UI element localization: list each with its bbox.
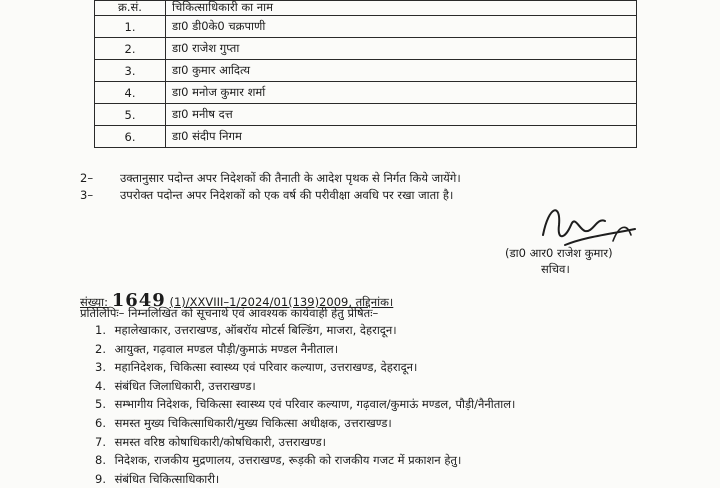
table-row bbox=[95, 16, 637, 38]
list-item bbox=[95, 470, 515, 488]
officers-table bbox=[94, 0, 637, 148]
table-cell-serial: 4. bbox=[95, 82, 166, 104]
list-item-number: 7. bbox=[95, 434, 106, 449]
reference-prefix: संख्या: bbox=[80, 295, 109, 309]
paragraph-text: उक्तानुसार पदोन्त अपर निदेशकों की तैनाती के आदेश पृथक से निर्गत किये जायेंगे। bbox=[120, 171, 461, 185]
list-item-number: 5. bbox=[95, 397, 106, 412]
list-item-number: 9. bbox=[95, 471, 106, 486]
list-item bbox=[95, 340, 515, 359]
table-row bbox=[95, 104, 637, 126]
paragraph-number: 2– bbox=[80, 171, 94, 185]
list-item bbox=[95, 414, 515, 433]
list-item-number: 2. bbox=[95, 341, 106, 356]
list-item-number: 6. bbox=[95, 415, 106, 430]
table-cell-name: डा0 संदीप निगम bbox=[166, 126, 637, 148]
handwritten-number: 1649 bbox=[111, 290, 166, 311]
table-cell-name: डा0 राजेश गुप्ता bbox=[166, 38, 637, 60]
signatory-name: (डा0 आर0 राजेश कुमार) bbox=[505, 246, 613, 260]
table-cell-name: डा0 कुमार आदित्य bbox=[166, 60, 637, 82]
table-row bbox=[95, 60, 637, 82]
table-row bbox=[95, 82, 637, 104]
table-cell-serial: 6. bbox=[95, 126, 166, 148]
table-cell-name: डा0 मनोज कुमार शर्मा bbox=[166, 82, 637, 104]
signatory-designation: सचिव। bbox=[541, 262, 570, 276]
paragraph-number: 3– bbox=[80, 188, 94, 202]
paragraph-2 bbox=[80, 171, 461, 186]
list-item bbox=[95, 377, 515, 396]
list-item-text: आयुक्त, गढ़वाल मण्डल पौड़ी/कुमाऊं मण्डल नैनीताल। bbox=[114, 341, 339, 356]
paragraph-text: उपरोक्त पदोन्त अपर निदेशकों को एक वर्ष की परीवीक्षा अवधि पर रखा जाता है। bbox=[120, 188, 454, 202]
signature-block bbox=[505, 245, 613, 277]
list-item-text: निदेशक, राजकीय मुद्रणालय, उत्तराखण्ड, रूड़की को राजकीय गजट में प्रकाशन हेतु। bbox=[114, 453, 462, 468]
list-item-text: महालेखाकार, उत्तराखण्ड, ऑबरॉय मोटर्स बिल्डिंग, माजरा, देहरादून। bbox=[114, 323, 397, 337]
paragraph-3 bbox=[80, 188, 453, 203]
table-cell-serial: 2. bbox=[95, 38, 166, 60]
list-item-number: 1. bbox=[95, 323, 106, 337]
list-item-text: संबंधित चिकित्साधिकारी। bbox=[114, 471, 220, 486]
copy-recipient-list bbox=[95, 321, 515, 488]
list-item-number: 4. bbox=[95, 378, 106, 393]
list-item bbox=[95, 321, 515, 340]
list-item bbox=[95, 395, 515, 414]
table-header-name: चिकित्साधिकारी का नाम bbox=[166, 1, 637, 16]
list-item-text: समस्त मुख्य चिकित्साधिकारी/मुख्य चिकित्सा अधीक्षक, उत्तराखण्ड। bbox=[114, 415, 392, 430]
list-item bbox=[95, 358, 515, 377]
list-item-text: सम्भागीय निदेशक, चिकित्सा स्वास्थ्य एवं परिवार कल्याण, गढ़वाल/कुमाऊं मण्डल, पौड़ी/नैनीताल। bbox=[114, 397, 516, 412]
table-cell-name: डा0 मनीष दत्त bbox=[166, 104, 637, 126]
copy-intro: प्रतिलिपिः– निम्नलिखित को सूचनार्थ एवं आवश्यक कार्यवाही हेतु प्रेषितः– bbox=[80, 306, 379, 320]
table-cell-name: डा0 डी0के0 चक्रपाणी bbox=[166, 16, 637, 38]
list-item bbox=[95, 433, 515, 452]
list-item-text: महानिदेशक, चिकित्सा स्वास्थ्य एवं परिवार कल्याण, उत्तराखण्ड, देहरादून। bbox=[114, 360, 418, 375]
table-header-serial: क्र.सं. bbox=[95, 1, 166, 16]
list-item-number: 3. bbox=[95, 360, 106, 375]
table-cell-serial: 1. bbox=[95, 16, 166, 38]
list-item-text: संबंधित जिलाधिकारी, उत्तराखण्ड। bbox=[114, 378, 256, 393]
table-header-row bbox=[95, 1, 637, 16]
table-cell-serial: 5. bbox=[95, 104, 166, 126]
table-row bbox=[95, 38, 637, 60]
list-item bbox=[95, 451, 515, 470]
table-cell-serial: 3. bbox=[95, 60, 166, 82]
list-item-text: समस्त वरिष्ठ कोषाधिकारी/कोषधिकारी, उत्तराखण्ड। bbox=[114, 434, 326, 449]
list-item-number: 8. bbox=[95, 453, 106, 468]
table-row bbox=[95, 126, 637, 148]
reference-text: (1)/XXVIII–1/2024/01(139)2009, तद्दिनांक। bbox=[169, 295, 394, 309]
